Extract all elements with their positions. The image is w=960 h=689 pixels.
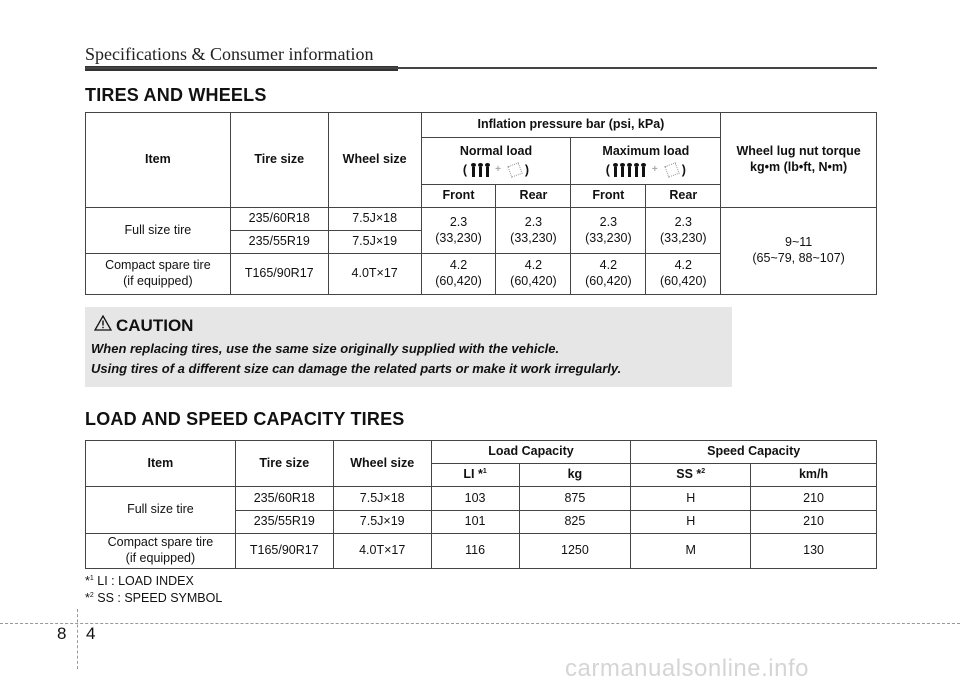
page-header-title: Specifications & Consumer information bbox=[85, 44, 374, 64]
tire-size-cell: T165/90R17 bbox=[230, 254, 328, 295]
luggage-icon bbox=[665, 163, 680, 178]
five-passengers-icon bbox=[613, 163, 646, 177]
kg-cell: 1250 bbox=[519, 534, 631, 569]
pressure-normal-rear bbox=[496, 254, 571, 295]
three-passengers-icon bbox=[471, 163, 490, 177]
compact-spare-label bbox=[86, 254, 231, 295]
header-max-front: Front bbox=[571, 185, 646, 208]
paren-close: ) bbox=[681, 162, 686, 177]
pressure-bar: 2.3 bbox=[524, 214, 543, 229]
header-normal-rear: Rear bbox=[496, 185, 571, 208]
kg-cell: 825 bbox=[519, 511, 631, 534]
header-tire-size: Tire size bbox=[230, 113, 328, 208]
pressure-psi-kpa: (60,420) bbox=[660, 274, 707, 288]
load-speed-table bbox=[85, 440, 877, 569]
pressure-normal-rear bbox=[496, 208, 571, 254]
pressure-bar: 2.3 bbox=[449, 214, 468, 229]
pressure-bar: 4.2 bbox=[674, 258, 692, 273]
footer-dashed-rule bbox=[0, 623, 960, 624]
ss-cell: H bbox=[631, 487, 751, 511]
full-size-tire-label: Full size tire bbox=[86, 208, 231, 254]
compact-label-line1: Compact spare tire bbox=[105, 258, 211, 273]
kmh-cell: 210 bbox=[751, 487, 877, 511]
plus-sign: + bbox=[651, 163, 658, 175]
footnote-text: LI : LOAD INDEX bbox=[93, 574, 194, 588]
torque-kgm: 9~11 bbox=[785, 235, 813, 250]
luggage-icon bbox=[508, 163, 523, 178]
paren-close: ) bbox=[524, 162, 530, 177]
tire-size-cell: 235/60R18 bbox=[235, 487, 333, 511]
caution-line2: Using tires of a different size can damage the related parts or make it work irregularly. bbox=[91, 361, 622, 376]
pressure-psi-kpa: (33,230) bbox=[510, 230, 557, 245]
header-wheel-size: Wheel size bbox=[333, 441, 431, 487]
pressure-normal-front bbox=[421, 254, 496, 295]
header-normal-load bbox=[421, 138, 571, 185]
wheel-size-cell: 4.0T×17 bbox=[328, 254, 421, 295]
pressure-bar: 4.2 bbox=[524, 258, 543, 273]
tire-size-cell: 235/55R19 bbox=[230, 231, 328, 254]
pressure-psi-kpa: (33,230) bbox=[585, 230, 632, 245]
header-kg: kg bbox=[519, 464, 631, 487]
pressure-max-front bbox=[571, 208, 646, 254]
pressure-bar: 4.2 bbox=[449, 258, 468, 273]
kmh-cell: 130 bbox=[751, 534, 877, 569]
pressure-bar: 4.2 bbox=[599, 258, 618, 273]
footnote-ss bbox=[85, 591, 222, 605]
lug-torque-line2: kg•m (lb•ft, N•m) bbox=[750, 160, 848, 174]
compact-label-line2: (if equipped) bbox=[123, 274, 193, 288]
header-wheel-size: Wheel size bbox=[328, 113, 421, 208]
li-footnote-mark: 1 bbox=[482, 468, 487, 476]
ss-cell: M bbox=[631, 534, 751, 569]
wheel-size-cell: 7.5J×19 bbox=[328, 231, 421, 254]
caution-text bbox=[91, 339, 726, 379]
header-speed-capacity: Speed Capacity bbox=[631, 441, 877, 464]
lug-torque-value bbox=[721, 208, 877, 295]
lug-torque-line1: Wheel lug nut torque bbox=[736, 144, 861, 159]
compact-label-line1: Compact spare tire bbox=[107, 535, 214, 550]
footer-dashed-vline bbox=[77, 609, 78, 669]
wheel-size-cell: 4.0T×17 bbox=[333, 534, 431, 569]
footnote-asterisk: * bbox=[85, 574, 90, 588]
li-cell: 101 bbox=[431, 511, 519, 534]
header-item: Item bbox=[86, 113, 231, 208]
header-item: Item bbox=[86, 441, 236, 487]
section-title-tires-wheels: TIRES AND WHEELS bbox=[85, 85, 267, 105]
tire-size-cell: 235/55R19 bbox=[235, 511, 333, 534]
tires-wheels-table bbox=[85, 112, 877, 295]
warning-triangle-icon bbox=[94, 315, 112, 331]
pressure-max-front bbox=[571, 254, 646, 295]
kmh-cell: 210 bbox=[751, 511, 877, 534]
pressure-psi-kpa: (33,230) bbox=[660, 230, 707, 245]
pressure-max-rear bbox=[646, 254, 721, 295]
tire-size-cell: T165/90R17 bbox=[235, 534, 333, 569]
header-divider bbox=[85, 67, 877, 69]
pressure-psi-kpa: (33,230) bbox=[435, 230, 482, 245]
full-size-tire-label: Full size tire bbox=[86, 487, 236, 534]
pressure-bar: 2.3 bbox=[674, 214, 692, 229]
pressure-normal-front bbox=[421, 208, 496, 254]
compact-spare-label bbox=[86, 534, 236, 569]
caution-title: CAUTION bbox=[116, 316, 194, 335]
pressure-max-rear bbox=[646, 208, 721, 254]
footnote-number: 1 bbox=[89, 574, 94, 582]
section-title-load-speed: LOAD AND SPEED CAPACITY TIRES bbox=[85, 409, 405, 429]
page-number-page: 4 bbox=[86, 624, 96, 643]
kg-cell: 875 bbox=[519, 487, 631, 511]
page-number-chapter: 8 bbox=[57, 624, 67, 643]
li-cell: 116 bbox=[431, 534, 519, 569]
pressure-bar: 2.3 bbox=[599, 214, 618, 229]
footnote-li bbox=[85, 574, 194, 588]
li-cell: 103 bbox=[431, 487, 519, 511]
header-inflation-pressure: Inflation pressure bar (psi, kPa) bbox=[421, 113, 721, 138]
maximum-load-label: Maximum load bbox=[602, 143, 690, 158]
normal-load-label: Normal load bbox=[459, 143, 533, 158]
wheel-size-cell: 7.5J×18 bbox=[333, 487, 431, 511]
torque-lbft-nm: (65~79, 88~107) bbox=[752, 251, 845, 265]
pressure-psi-kpa: (60,420) bbox=[435, 274, 482, 288]
header-ss bbox=[631, 464, 751, 487]
header-normal-front: Front bbox=[421, 185, 496, 208]
footnote-text: SS : SPEED SYMBOL bbox=[93, 591, 223, 605]
compact-label-line2: (if equipped) bbox=[125, 551, 196, 565]
tire-size-cell: 235/60R18 bbox=[230, 208, 328, 231]
header-lug-torque bbox=[721, 113, 877, 208]
watermark: carmanualsonline.info bbox=[565, 655, 809, 682]
header-maximum-load bbox=[571, 138, 721, 185]
wheel-size-cell: 7.5J×19 bbox=[333, 511, 431, 534]
paren-open: ( bbox=[462, 162, 468, 177]
footnote-asterisk: * bbox=[85, 591, 90, 605]
plus-sign: + bbox=[495, 163, 501, 175]
paren-open: ( bbox=[605, 162, 610, 177]
pressure-psi-kpa: (60,420) bbox=[585, 274, 632, 288]
ss-cell: H bbox=[631, 511, 751, 534]
li-label: LI * bbox=[463, 467, 483, 482]
footnote-number: 2 bbox=[89, 591, 94, 599]
ss-footnote-mark: 2 bbox=[701, 468, 706, 476]
pressure-psi-kpa: (60,420) bbox=[510, 274, 557, 288]
ss-label: SS * bbox=[676, 467, 702, 482]
header-max-rear: Rear bbox=[646, 185, 721, 208]
header-tire-size: Tire size bbox=[235, 441, 333, 487]
header-kmh: km/h bbox=[751, 464, 877, 487]
header-load-capacity: Load Capacity bbox=[431, 441, 631, 464]
wheel-size-cell: 7.5J×18 bbox=[328, 208, 421, 231]
caution-line1: When replacing tires, use the same size originally supplied with the vehicle. bbox=[91, 341, 560, 356]
header-li bbox=[431, 464, 519, 487]
